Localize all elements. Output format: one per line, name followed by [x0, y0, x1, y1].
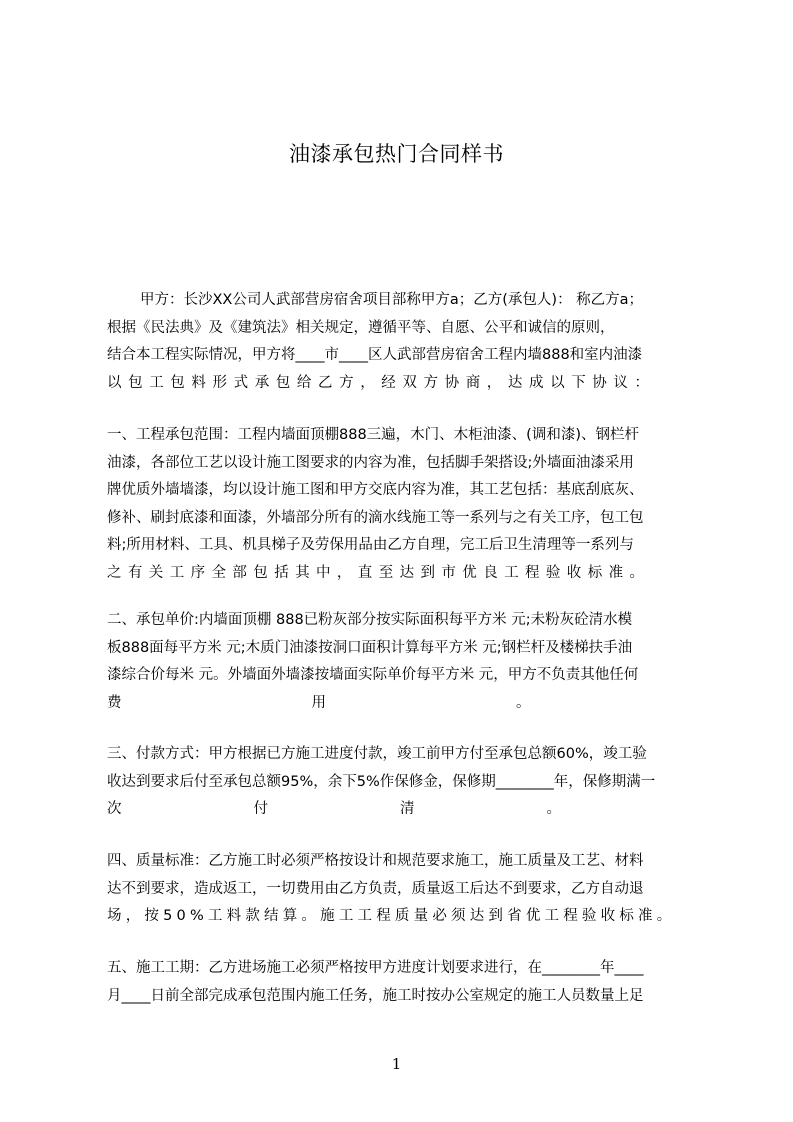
section-unit-price	[107, 607, 721, 717]
section-quality	[107, 848, 697, 931]
paragraph-line: 根据《民法典》及《建筑法》相关规定，遵循平等、自愿、公平和诚信的原则，	[107, 319, 615, 336]
paragraph-line: 结合本工程实际情况，甲方将____市____区人武部营房宿舍工程内墙888和室内油漆	[107, 347, 643, 363]
paragraph-line: 油漆，各部位工艺以设计施工图要求的内容为准，包括脚手架搭设;外墙面油漆采用	[107, 454, 634, 471]
paragraph-line: 以包工包料形式承包给乙方，经双方协商，达成以下协议：	[107, 374, 656, 391]
paragraph-line: 二、承包单价:内墙面顶棚 888已粉灰部分按实际面积每平方米 元;未粉灰砼清水模	[107, 612, 633, 628]
section-payment	[107, 741, 697, 824]
paragraph-line: 漆综合价每米 元。外墙面外墙漆按墙面实际单价每平方米 元，甲方不负责其他任何	[107, 667, 639, 683]
paragraph-line: 料;所用材料、工具、机具梯子及劳保用品由乙方自理，完工后卫生清理等一系列与	[107, 537, 634, 553]
paragraph-line: 修补、刷封底漆和面漆，外墙部分所有的滴水线施工等一系列与之有关工序，包工包	[107, 509, 644, 526]
paragraph-line: 板888面每平方米 元;木质门油漆按洞口面积计算每平方米 元;钢栏杆及楼梯扶手油	[107, 639, 633, 656]
paragraph-line: 收达到要求后付至承包总额95%，余下5%作保修金，保修期________年，保修期满一	[107, 773, 656, 790]
paragraph-line: 月____日前全部完成承包范围内施工任务，施工时按办公室规定的施工人员数量上足	[107, 987, 644, 1004]
paragraph-line: 场，按50%工料款结算。施工工程质量必须达到省优工程验收标准。	[107, 908, 676, 924]
intro-paragraph	[107, 287, 697, 397]
paragraph-line: 五、施工工期：乙方进场施工必须严格按甲方进度计划要求进行，在________年____	[107, 960, 644, 976]
paragraph-line: 达不到要求，造成返工，一切费用由乙方负责，质量返工后达不到要求，乙方自动退	[107, 880, 644, 897]
paragraph-line: 一、工程承包范围：工程内墙面顶棚888三遍，木门、木柜油漆、(调和漆)、钢栏杆	[107, 427, 639, 443]
paragraph-line: 三、付款方式：甲方根据已方施工进度付款，竣工前甲方付至承包总额60%，竣工验	[107, 746, 647, 762]
paragraph-line: 次付清。	[107, 801, 693, 817]
paragraph-line: 费用。	[107, 694, 721, 711]
section-scope	[107, 422, 697, 587]
paragraph-line: 甲方：长沙XX公司人武部营房宿舍项目部称甲方a；乙方(承包人)： 称乙方a；	[140, 292, 644, 308]
document-title: 油漆承包热门合同样书	[289, 142, 504, 166]
paragraph-line: 之有关工序全部包括其中，直至达到市优良工程验收标准。	[107, 564, 651, 581]
paragraph-line: 牌优质外墙墙漆，均以设计施工图和甲方交底内容为准，其工艺包括：基底刮底灰、	[107, 482, 644, 498]
page-number: 1	[391, 1055, 402, 1073]
paragraph-line: 四、质量标准：乙方施工时必须严格按设计和规范要求施工，施工质量及工艺、材料	[107, 853, 644, 869]
section-schedule	[107, 955, 697, 1010]
